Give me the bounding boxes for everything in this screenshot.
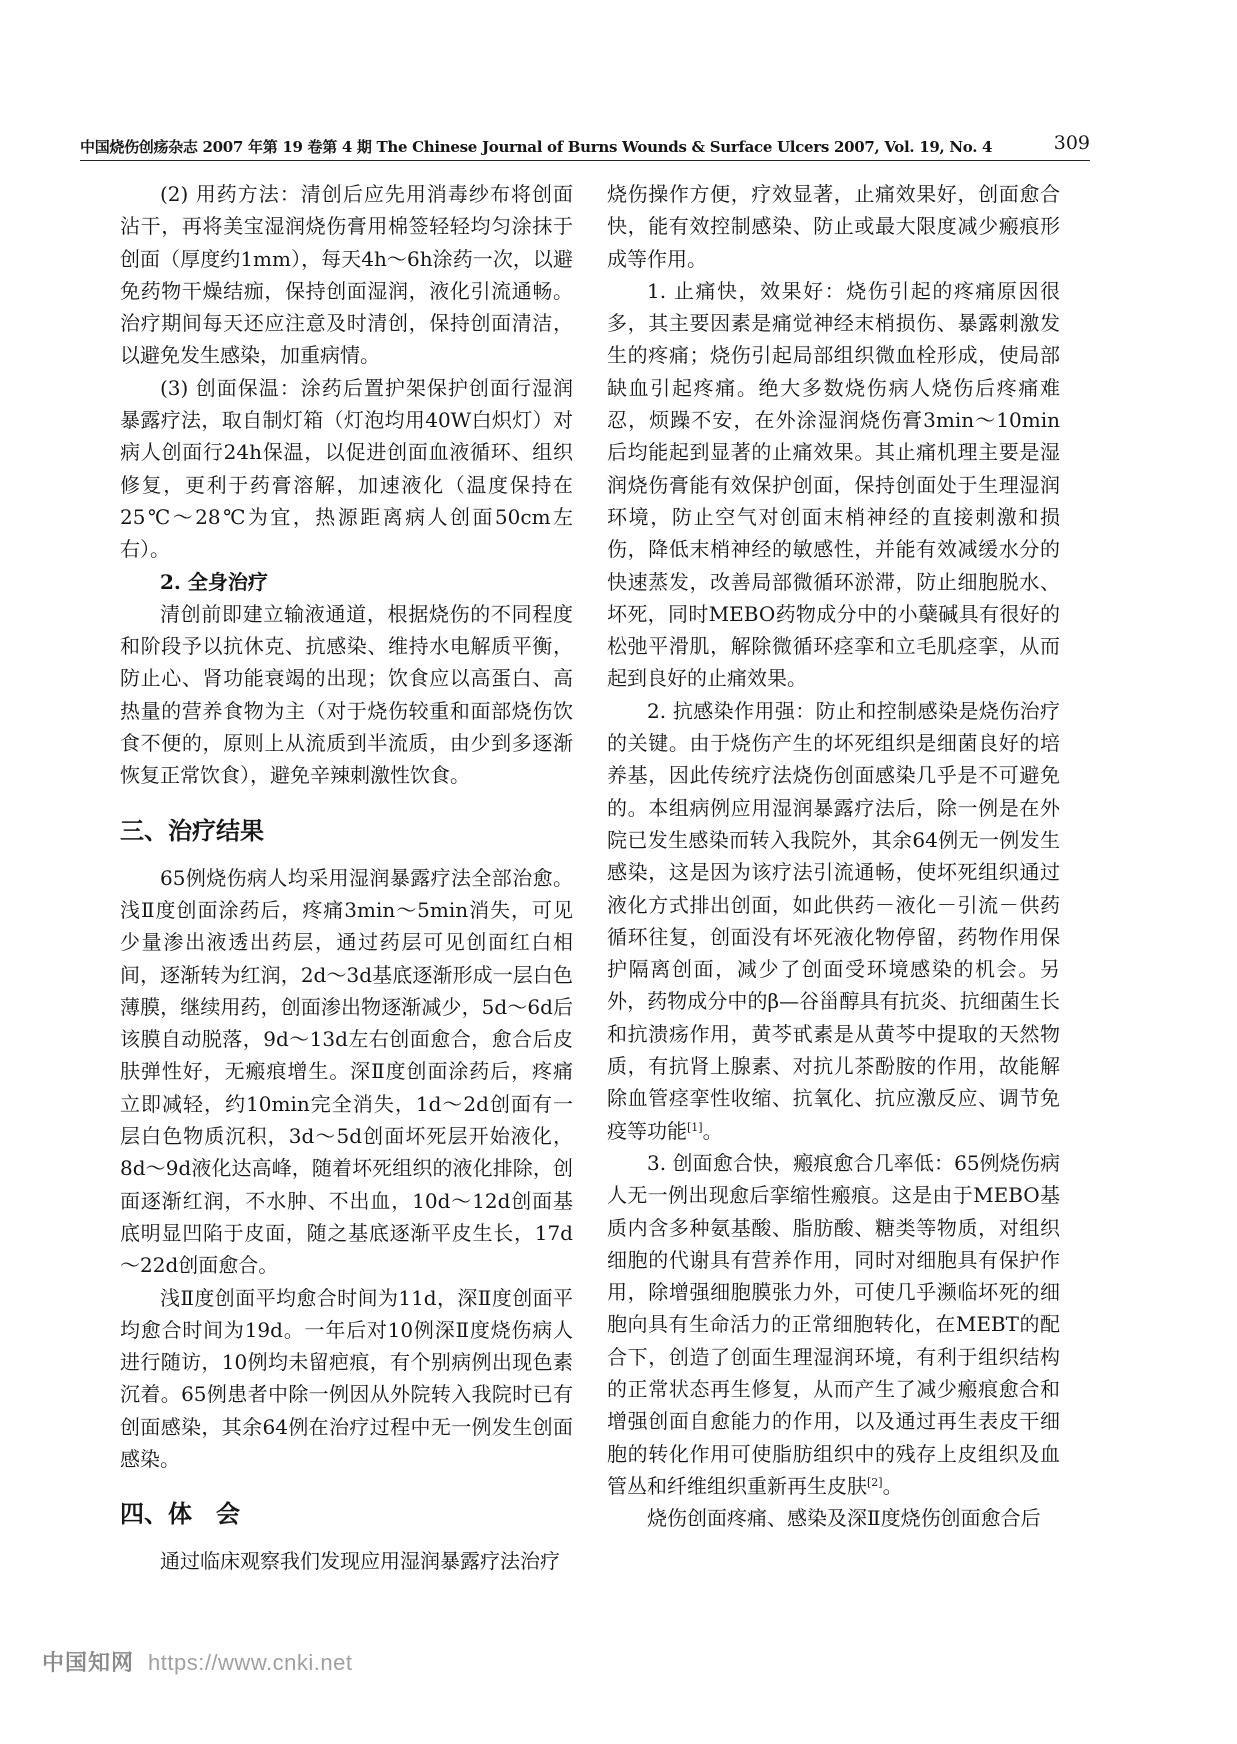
results-section-heading: 三、治疗结果 bbox=[120, 815, 264, 845]
pain-relief-paragraph: 1. 止痛快，效果好：烧伤引起的疼痛原因很多，其主要因素是痛觉神经末梢损伤、暴露刺激发生的疼痛；烧伤引起局部组织微血栓形成，使局部缺血引起疼痛。绝大多数烧伤病人烧伤后疼痛难忍，烦躁不安，在外涂湿润烧伤膏3min～10min后均能起到显著的止痛效果。其止痛机理主要是湿润烧伤膏能有效保护创面，保持创面处于生理湿润环境，防止空气对创面末梢神经的直接刺激和损伤，降低末梢神经的敏感性，并能有效减缓水分的快速蒸发，改善局部微循环淤滞，防止细胞脱水、坏死，同时MEBO药物成分中的小蘖碱具有很好的松弛平滑肌，解除微循环痉挛和立毛肌痉挛，从而起到良好的止痛效果。 bbox=[607, 278, 1060, 691]
wound-warming-paragraph: (3) 创面保温：涂药后置护架保护创面行湿润暴露疗法，取自制灯箱（灯泡均用40W白炽灯）对病人创面行24h保温，以促进创面血液循环、组织修复，更利于药膏溶解，加速液化（温度保持在25℃～28℃为宜，热源距离病人创面50cm左右）。 bbox=[120, 375, 573, 562]
anti-infection-end: 。 bbox=[702, 1118, 723, 1143]
citation-ref-1: [1] bbox=[687, 1120, 703, 1134]
right-column bbox=[607, 178, 1060, 1534]
page-number: 309 bbox=[1053, 132, 1090, 154]
systemic-treatment-heading: 2. 全身治疗 bbox=[160, 569, 268, 594]
anti-infection-text: 2. 抗感染作用强：防止和控制感染是烧伤治疗的关键。由于烧伤产生的坏死组织是细菌良好的培养基，因此传统疗法烧伤创面感染几乎是不可避免的。本组病例应用湿润暴露疗法后，除一例是在外院已发生感染而转入我院外，其余64例无一例发生感染，这是因为该疗法引流通畅，使坏死组织通过液化方式排出创面，如此供药－液化－引流－供药循环往复，创面没有坏死液化物停留，药物作用保护隔离创面，减少了创面受环境感染的机会。另外，药物成分中的β—谷甾醇具有抗炎、抗细菌生长和抗溃疡作用，黄芩甙素是从黄芩中提取的天然物质，有抗肾上腺素、对抗儿茶酚胺的作用，故能解除血管痉挛性收缩、抗氧化、抗应激反应、调节免疫等功能 bbox=[607, 698, 1060, 1143]
citation-ref-2: [2] bbox=[867, 1475, 883, 1489]
experience-paragraph-start: 通过临床观察我们发现应用湿润暴露疗法治疗 bbox=[160, 1549, 560, 1574]
cnki-url: https://www.cnki.net bbox=[148, 1650, 353, 1675]
systemic-treatment-paragraph: 清创前即建立输液通道，根据烧伤的不同程度和阶段予以抗休克、抗感染、维持水电解质平衡，防止心、肾功能衰竭的出现；饮食应以高蛋白、高热量的营养食物为主（对于烧伤较重和面部烧伤饮食不便的，原则上从流质到半流质，由少到多逐渐恢复正常饮食），避免辛辣刺激性饮食。 bbox=[120, 601, 573, 788]
header-rule bbox=[80, 160, 1090, 161]
medication-method-paragraph: (2) 用药方法：清创后应先用消毒纱布将创面沾干，再将美宝湿润烧伤膏用棉签轻轻均匀涂抹于创面（厚度约1mm），每天4h～6h涂药一次，以避免药物干燥结痂，保持创面湿润，液化引流通畅。治疗期间每天还应注意及时清创，保持创面清洁，以避免发生感染，加重病情。 bbox=[120, 182, 573, 368]
left-column bbox=[120, 178, 573, 1578]
wound-healing-paragraph bbox=[607, 1147, 1060, 1502]
experience-section-heading: 四、体 会 bbox=[120, 1499, 240, 1529]
results-paragraph-2: 浅Ⅱ度创面平均愈合时间为11d，深Ⅱ度创面平均愈合时间为19d。一年后对10例深Ⅱ度烧伤病人进行随访，10例均未留疤痕，有个别病例出现色素沉着。65例患者中除一例因从外院转入我院时已有创面感染，其余64例在治疗过程中无一例发生创面感染。 bbox=[120, 1285, 573, 1471]
journal-citation-line: 中国烧伤创疡杂志 2007 年第 19 卷第 4 期 The Chinese Journal of Burns Wounds & Surface Ulcers 2007, Vol. 19, No. 4 bbox=[80, 138, 993, 156]
cnki-logo: 中国知网 bbox=[42, 1651, 135, 1676]
final-paragraph-start: 烧伤创面疼痛、感染及深Ⅱ度烧伤创面愈合后 bbox=[647, 1506, 1041, 1531]
cnki-watermark bbox=[42, 1646, 352, 1677]
wound-healing-text: 3. 创面愈合快，瘢痕愈合几率低：65例烧伤病人无一例出现愈后挛缩性瘢痕。这是由于MEBO基质内含多种氨基酸、脂肪酸、糖类等物质，对组织细胞的代谢具有营养作用，同时对细胞具有保护作用，除增强细胞膜张力外，可使几乎濒临坏死的细胞向具有生命活力的正常细胞转化，在MEBT的配合下，创造了创面生理湿润环境，有利于组织结构的正常状态再生修复，从而产生了减少瘢痕愈合和增强创面自愈能力的作用，以及通过再生表皮干细胞的转化作用可使脂肪组织中的残存上皮组织及血管丛和纤维组织重新再生皮肤 bbox=[607, 1150, 1060, 1498]
wound-healing-end: 。 bbox=[882, 1473, 903, 1498]
anti-infection-paragraph bbox=[607, 695, 1060, 1147]
results-paragraph-1: 65例烧伤病人均采用湿润暴露疗法全部治愈。浅Ⅱ度创面涂药后，疼痛3min～5min消失，可见少量渗出液透出药层，通过药层可见创面红白相间，逐渐转为红润，2d～3d基底逐渐形成一层白色薄膜，继续用药，创面渗出物逐渐减少，5d～6d后该膜自动脱落，9d～13d左右创面愈合，愈合后皮肤弹性好，无瘢痕增生。深Ⅱ度创面涂药后，疼痛立即减轻，约10min完全消失，1d～2d创面有一层白色物质沉积，3d～5d创面坏死层开始液化，8d～9d液化达高峰，随着坏死组织的液化排除，创面逐渐红润，不水肿、不出血，10d～12d创面基底明显凹陷于皮面，随之基底逐渐平皮生长，17d～22d创面愈合。 bbox=[120, 865, 573, 1278]
running-header bbox=[80, 132, 1090, 158]
experience-paragraph-continued: 烧伤操作方便，疗效显著，止痛效果好，创面愈合快，能有效控制感染、防止或最大限度减少瘢痕形成等作用。 bbox=[607, 182, 1060, 271]
